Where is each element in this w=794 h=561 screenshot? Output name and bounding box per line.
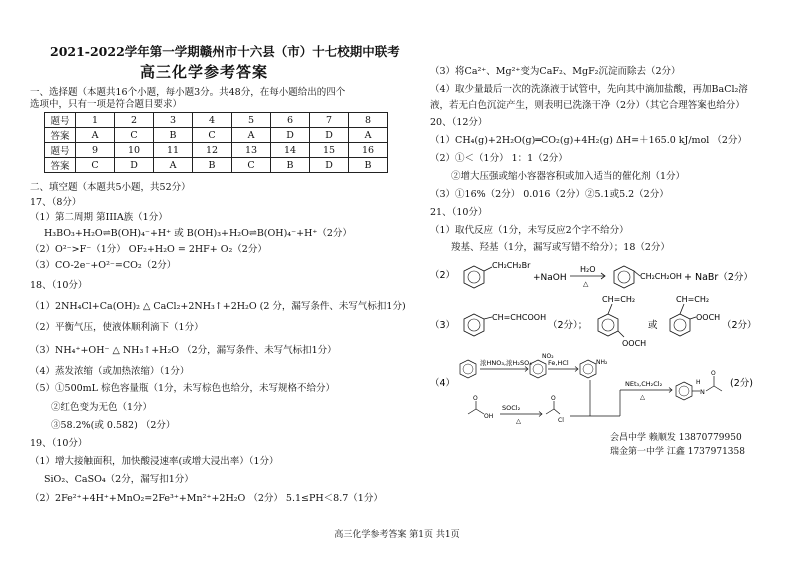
svg-text:（3）: （3）	[430, 320, 456, 331]
benzene-ring-icon	[464, 314, 484, 336]
signature-1: 会昌中学 赖顺发 13870779950	[610, 433, 742, 443]
table-cell: D	[310, 158, 349, 173]
svg-text:CH=CH₂: CH=CH₂	[602, 295, 636, 304]
svg-text:(2分): (2分)	[730, 378, 753, 389]
table-cell: B	[271, 158, 310, 173]
section2-heading: 二、填空题（本题共5小题，共52分）	[30, 182, 191, 193]
svg-text:OOCH: OOCH	[696, 313, 721, 322]
benzene-ring-icon	[676, 382, 692, 400]
svg-text:（2分）；: （2分）；	[548, 320, 588, 331]
q19-heading: 19、（10分）	[30, 438, 88, 449]
q18-4: （4）蒸发浓缩（或加热浓缩）（1分）	[30, 366, 190, 377]
svg-text:O: O	[711, 370, 716, 377]
q18-2: （2）平衡气压，使液体顺利滴下（1分）	[30, 322, 204, 333]
svg-text:N: N	[700, 388, 705, 396]
answer-table	[44, 112, 388, 173]
table-cell: B	[193, 158, 232, 173]
table-cell: 1	[76, 113, 115, 128]
table-row-header: 题号	[45, 113, 76, 128]
svg-text:CH=CH₂: CH=CH₂	[676, 295, 710, 304]
q21-heading: 21、（10分）	[430, 207, 488, 218]
q18-1: （1）2NH₄Cl+Ca(OH)₂ △ CaCl₂+2NH₃↑+2H₂O (2 分，漏写条件、未写气标扣1分)	[30, 301, 406, 312]
table-cell: C	[115, 128, 154, 143]
q20-3: （3）①16%（2分） 0.016（2分）②5.1或5.2（2分）	[430, 189, 669, 200]
table-cell: D	[115, 158, 154, 173]
q20-2: （2）①＜（1分） 1：1（2分）	[430, 153, 568, 164]
svg-text:CH₂CH₂Br: CH₂CH₂Br	[492, 261, 531, 270]
svg-text:Fe,HCl: Fe,HCl	[548, 359, 569, 367]
table-cell: 13	[232, 143, 271, 158]
svg-text:OH: OH	[484, 413, 494, 420]
table-cell: B	[349, 158, 388, 173]
benzene-ring-icon	[530, 360, 546, 378]
table-cell: A	[154, 158, 193, 173]
svg-text:NO₂: NO₂	[542, 353, 554, 360]
table-cell: 3	[154, 113, 193, 128]
section1-heading-2: 选项中，只有一项是符合题目要求）	[30, 99, 183, 110]
q20-heading: 20、（12分）	[430, 117, 488, 128]
benzene-ring-icon	[670, 314, 690, 336]
svg-text:（2）: （2）	[430, 270, 456, 281]
svg-text:H: H	[696, 379, 701, 386]
svg-text:△: △	[516, 417, 521, 425]
svg-text:浓HNO₃,浓H₂SO₄: 浓HNO₃,浓H₂SO₄	[480, 359, 532, 367]
table-cell: D	[310, 128, 349, 143]
benzene-ring-icon	[598, 314, 618, 336]
q20-2b: ②增大压强或缩小容器容积或加入适当的催化剂（1分）	[451, 171, 686, 182]
svg-text:△: △	[640, 393, 645, 401]
svg-text:SOCl₂: SOCl₂	[502, 404, 521, 412]
table-cell: C	[232, 158, 271, 173]
table-row	[45, 158, 388, 173]
table-row	[45, 113, 388, 128]
svg-text:+ NaBr（2分）: + NaBr（2分）	[684, 272, 753, 283]
benzene-ring-icon	[460, 360, 476, 378]
svg-text:（4）: （4）	[430, 378, 456, 389]
q21-1: （1）取代反应（1分，未写反应2个字不给分）	[430, 225, 629, 236]
table-cell: 8	[349, 113, 388, 128]
table-cell: 10	[115, 143, 154, 158]
q21-4-synthesis	[430, 353, 780, 436]
q19-1b: SiO₂、CaSO₄（2分，漏写扣1分）	[44, 474, 194, 485]
table-cell: 4	[193, 113, 232, 128]
table-cell: C	[193, 128, 232, 143]
svg-text:+NaOH: +NaOH	[533, 273, 567, 283]
q21-1b: 羧基、羟基（1分，漏写或写错不给分）；18（2分）	[451, 242, 670, 253]
table-row-header: 答案	[45, 128, 76, 143]
section1-heading: 一、选择题（本题共16个小题，每小题3分。共48分，在每小题给出的四个	[30, 87, 346, 98]
q19-4: （4）取少量最后一次的洗涤液于试管中，先向其中滴加盐酸，再加BaCl₂溶	[430, 84, 748, 95]
table-row-header: 答案	[45, 158, 76, 173]
svg-text:（2分）: （2分）	[722, 320, 757, 331]
q17-1: （1）第二周期 第IIIA族（1分）	[30, 212, 168, 223]
svg-text:O: O	[551, 395, 556, 402]
q19-3: （3）将Ca²⁺、Mg²⁺变为CaF₂、MgF₂沉淀而除去（2分）	[430, 66, 681, 77]
table-cell: 12	[193, 143, 232, 158]
q18-3: （3）NH₄⁺+OH⁻ △ NH₃↑+H₂O （2分，漏写条件、未写气标扣1分）	[30, 345, 337, 356]
q17-1b: H₃BO₃+H₂O⇌B(OH)₄⁻+H⁺ 或 B(OH)₃+H₂O⇌B(OH)₄⁻+H⁺（2分）	[44, 228, 352, 239]
table-cell: A	[232, 128, 271, 143]
q18-heading: 18、（10分）	[30, 280, 88, 291]
svg-text:H₂O: H₂O	[580, 265, 596, 274]
q20-1: （1）CH₄(g)+2H₂O(g)═CO₂(g)+4H₂(g) ΔH=＋165.0 kJ/mol （2分）	[430, 135, 747, 146]
title-line-1: 2021-2022学年第一学期赣州市十六县（市）十七校期中联考	[50, 44, 400, 59]
page-footer: 高三化学参考答案 第1页 共1页	[334, 530, 460, 540]
table-cell: 15	[310, 143, 349, 158]
svg-text:CH=CHCOOH: CH=CHCOOH	[492, 313, 547, 322]
table-cell: 11	[154, 143, 193, 158]
table-cell: 9	[76, 143, 115, 158]
table-cell: 16	[349, 143, 388, 158]
table-cell: A	[349, 128, 388, 143]
svg-text:O: O	[473, 395, 478, 402]
table-cell: 2	[115, 113, 154, 128]
q19-2: （2）2Fe²⁺+4H⁺+MnO₂=2Fe³⁺+Mn²⁺+2H₂O （2分） 5.1≤PH＜8.7（1分）	[30, 493, 383, 504]
q17-3: （3）CO-2e⁻+O²⁻=CO₂（2分）	[30, 260, 177, 271]
svg-text:或: 或	[648, 320, 658, 331]
table-row-header: 题号	[45, 143, 76, 158]
q19-4b: 液，若无白色沉淀产生，则表明已洗涤干净（2分）（其它合理答案也给分）	[430, 100, 745, 111]
table-cell: 6	[271, 113, 310, 128]
svg-text:△: △	[583, 280, 589, 288]
q21-2-reaction	[430, 256, 780, 296]
svg-text:NEt₃,CH₂Cl₂: NEt₃,CH₂Cl₂	[625, 380, 663, 388]
q18-5a: （5）①500mL 棕色容量瓶（1分，未写棕色也给分，未写规格不给分）	[30, 383, 336, 394]
table-cell: 5	[232, 113, 271, 128]
table-row	[45, 128, 388, 143]
q17-heading: 17、（8分）	[30, 197, 82, 208]
q18-5c: ③58.2%(或 0.582) （2分）	[51, 420, 176, 431]
table-row	[45, 143, 388, 158]
svg-text:OOCH: OOCH	[622, 339, 647, 348]
table-cell: D	[271, 128, 310, 143]
table-cell: 7	[310, 113, 349, 128]
svg-text:Cl: Cl	[558, 417, 564, 424]
q17-2: （2）O²⁻>F⁻（1分） OF₂+H₂O = 2HF+ O₂（2分）	[30, 244, 267, 255]
benzene-ring-icon	[614, 266, 634, 288]
signature-2: 瑞金第一中学 江鑫 1737971358	[610, 447, 745, 457]
benzene-ring-icon	[580, 360, 596, 378]
table-cell: B	[154, 128, 193, 143]
table-cell: A	[76, 128, 115, 143]
svg-text:CH₂CH₂OH: CH₂CH₂OH	[640, 272, 682, 281]
benzene-ring-icon	[464, 266, 484, 288]
table-cell: 14	[271, 143, 310, 158]
q19-1: （1）增大接触面积，加快酸浸速率(或增大浸出率）（1分）	[30, 456, 279, 467]
page-title: 高三化学参考答案	[140, 63, 269, 81]
q18-5b: ②红色变为无色（1分）	[51, 402, 153, 413]
table-cell: C	[76, 158, 115, 173]
svg-text:NH₂: NH₂	[596, 359, 608, 366]
q21-3-structures	[430, 296, 780, 356]
